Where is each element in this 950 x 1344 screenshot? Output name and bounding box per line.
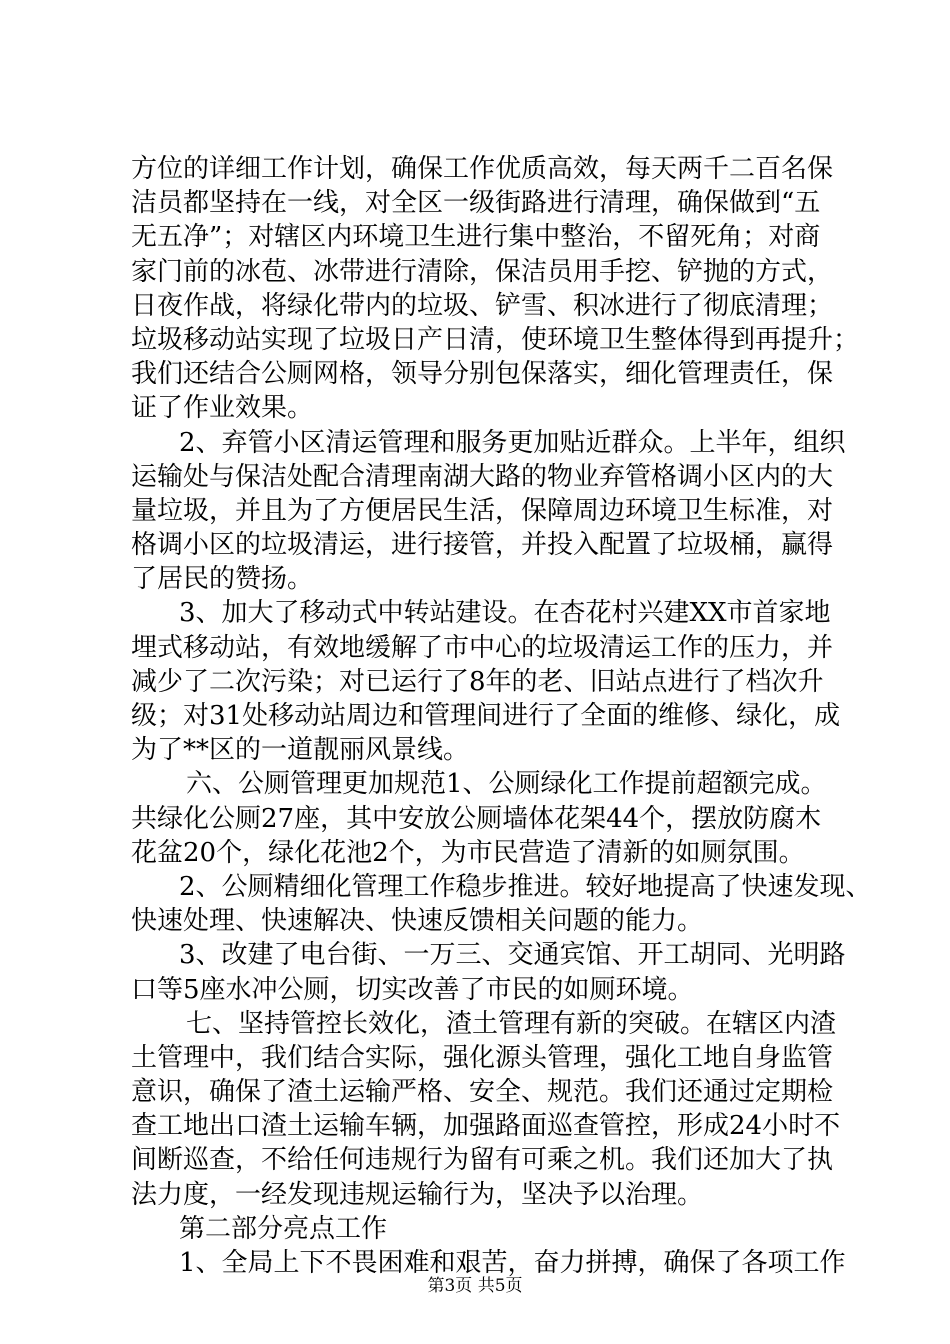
text-line: 查工地出口渣土运输车辆，加强路面巡查管控，形成24小时不 xyxy=(131,1111,841,1142)
part-heading-line: 第二部分亮点工作 xyxy=(179,1213,388,1244)
text-line: 证了作业效果。 xyxy=(131,393,314,424)
text-line: 为了**区的一道靓丽风景线。 xyxy=(131,735,470,766)
text-line: 花盆20个，绿化花池2个，为市民营造了清新的如厕氛围。 xyxy=(131,837,805,868)
section-heading-line: 六、公厕管理更加规范1、公厕绿化工作提前超额完成。 xyxy=(186,769,827,800)
text-line: 格调小区的垃圾清运，进行接管，并投入配置了垃圾桶，赢得 xyxy=(131,530,834,561)
paragraph-start-line: 1、全局上下不畏困难和艰苦，奋力拼搏，确保了各项工作 xyxy=(179,1248,846,1278)
paragraph-start-line: 3、改建了电台街、一万三、交通宾馆、开工胡同、光明路 xyxy=(179,940,846,971)
section-heading-line: 七、坚持管控长效化，渣土管理有新的突破。在辖区内渣 xyxy=(186,1008,837,1039)
paragraph-start-line: 2、公厕精细化管理工作稳步推进。较好地提高了快速发现、 xyxy=(179,871,872,902)
text-line: 减少了二次污染；对已运行了8年的老、旧站点进行了档次升 xyxy=(131,666,824,697)
paragraph-start-line: 2、弃管小区清运管理和服务更加贴近群众。上半年，组织 xyxy=(179,427,846,458)
text-line: 了居民的赞扬。 xyxy=(131,564,314,595)
text-line: 我们还结合公厕网格，领导分别包保落实，细化管理责任，保 xyxy=(131,359,834,390)
text-line: 日夜作战，将绿化带内的垃圾、铲雪、积冰进行了彻底清理； xyxy=(131,290,834,321)
page-number-footer: 第3页 共5页 xyxy=(427,1276,523,1296)
text-line: 法力度，一经发现违规运输行为，坚决予以治理。 xyxy=(131,1179,704,1210)
text-line: 垃圾移动站实现了垃圾日产日清，使环境卫生整体得到再提升； xyxy=(131,324,860,355)
text-line: 方位的详细工作计划，确保工作优质高效，每天两千二百名保 xyxy=(131,154,834,184)
text-line: 埋式移动站，有效地缓解了市中心的垃圾清运工作的压力，并 xyxy=(131,632,834,663)
text-line: 意识，确保了渣土运输严格、安全、规范。我们还通过定期检 xyxy=(131,1077,834,1108)
text-line: 洁员都坚持在一线，对全区一级街路进行清理，确保做到“五 xyxy=(131,188,821,219)
document-body xyxy=(131,152,872,1280)
text-line: 无五净”；对辖区内环境卫生进行集中整治，不留死角；对商 xyxy=(131,222,821,253)
text-line: 间断巡查，不给任何违规行为留有可乘之机。我们还加大了执 xyxy=(131,1145,834,1176)
text-line: 快速处理、快速解决、快速反馈相关问题的能力。 xyxy=(131,906,704,937)
text-line: 共绿化公厕27座，其中安放公厕墙体花架44个，摆放防腐木 xyxy=(131,803,822,834)
paragraph-start-line: 3、加大了移动式中转站建设。在杏花村兴建XX市首家地 xyxy=(179,598,831,629)
text-line: 口等5座水冲公厕，切实改善了市民的如厕环境。 xyxy=(131,974,694,1005)
text-line: 级；对31处移动站周边和管理间进行了全面的维修、绿化，成 xyxy=(131,701,841,731)
text-line: 土管理中，我们结合实际，强化源头管理，强化工地自身监管 xyxy=(131,1042,834,1073)
text-line: 运输处与保洁处配合清理南湖大路的物业弃管格调小区内的大 xyxy=(131,461,834,492)
text-line: 量垃圾，并且为了方便居民生活，保障周边环境卫生标准，对 xyxy=(131,495,834,526)
text-line: 家门前的冰苞、冰带进行清除，保洁员用手挖、铲抛的方式， xyxy=(131,256,834,287)
